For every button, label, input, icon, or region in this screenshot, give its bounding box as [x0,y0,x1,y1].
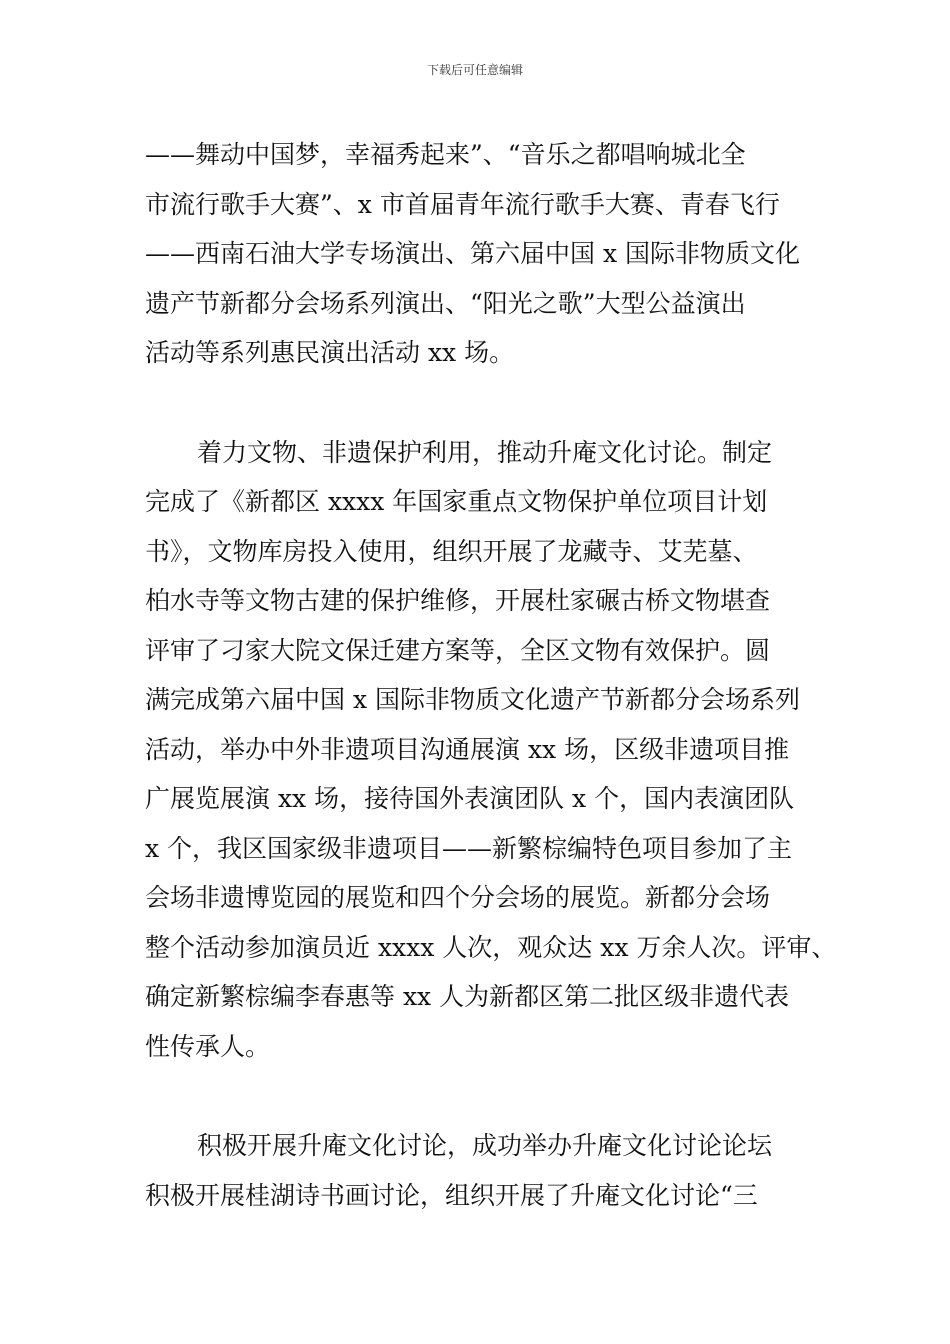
text-line: 遗产节新都分会场系列演出、“阳光之歌”大型公益演出 [145,288,746,318]
text-line: 市流行歌手大赛”、x 市首届青年流行歌手大赛、青春飞行 [145,189,780,219]
document-body [145,130,837,1220]
text-line: 确定新繁棕编李春惠等 xx 人为新都区第二批区级非遗代表 [145,982,790,1011]
text-line: 会场非遗博览园的展览和四个分会场的展览。新都分会场 [145,883,771,912]
text-line: 积极开展桂湖诗书画讨论，组织开展了升庵文化讨论“三 [145,1180,758,1210]
text-line: 积极开展升庵文化讨论，成功举办升庵文化讨论论坛 [197,1131,773,1160]
text-line: 性传承人。 [145,1031,271,1061]
text-line: 评审了刁家大院文保迁建方案等，全区文物有效保护。圆 [145,635,771,665]
text-line: 活动，举办中外非遗项目沟通展演 xx 场，区级非遗项目推 [145,734,790,764]
text-line: 着力文物、非遗保护利用，推动升庵文化讨论。制定 [197,437,773,467]
text-line: 书》，文物库房投入使用，组织开展了龙藏寺、艾芜墓、 [145,536,758,566]
page-header-note: 下载后可任意编辑 [426,63,523,77]
paragraph-3 [145,1121,817,1220]
paragraph-2 [145,428,837,1072]
paragraph-spacer [145,378,817,428]
text-line: ——西南石油大学专场演出、第六届中国 x 国际非物质文化 [145,239,800,268]
text-line: 满完成第六届中国 x 国际非物质文化遗产节新都分会场系列 [145,685,800,714]
text-line: 整个活动参加演员近 xxxx 人次，观众达 xx 万余人次。评审、 [145,932,837,962]
paragraph-1 [145,130,817,378]
text-line: 广展览展演 xx 场，接待国外表演团队 x 个，国内表演团队 [145,784,795,813]
text-line: 完成了《新都区 xxxx 年国家重点文物保护单位项目计划 [145,487,768,516]
text-line: 活动等系列惠民演出活动 xx 场。 [145,338,515,367]
text-line: ——舞动中国梦，幸福秀起来”、“音乐之都唱响城北全 [145,140,746,169]
text-line: 柏水寺等文物古建的保护维修，开展杜家碾古桥文物堪查 [145,586,771,615]
text-line: x 个，我区国家级非遗项目——新繁棕编特色项目参加了主 [145,833,793,863]
paragraph-spacer [145,1071,817,1121]
